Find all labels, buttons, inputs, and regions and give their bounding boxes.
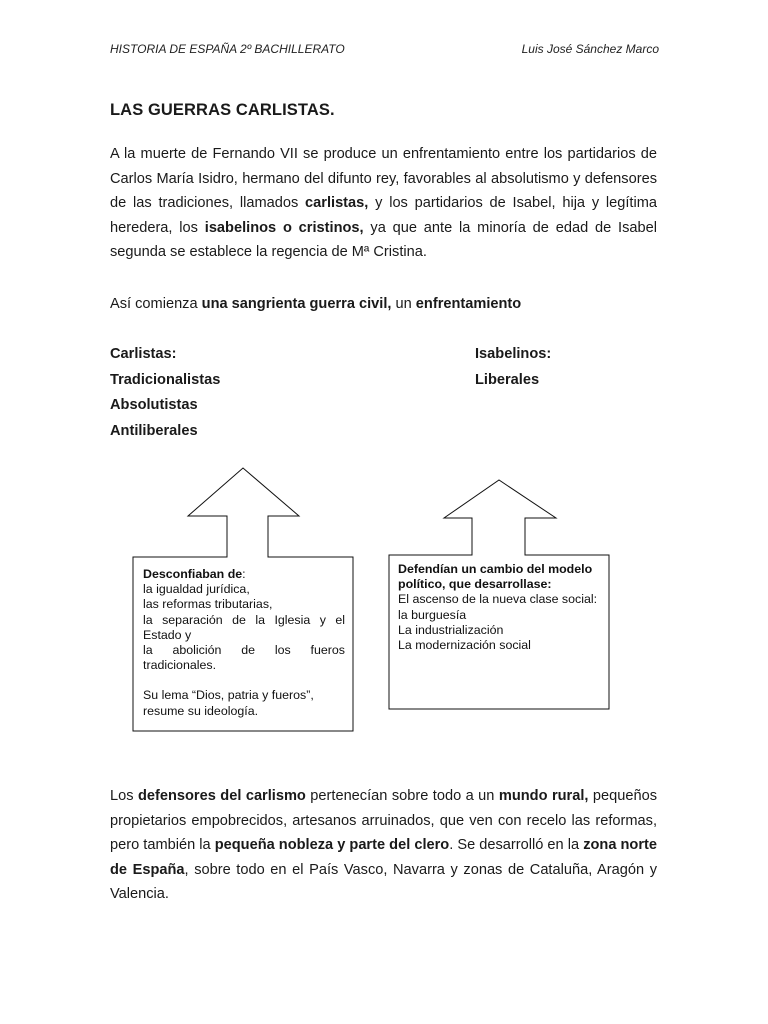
text-run: . Se desarrolló en la (449, 837, 584, 854)
bold-mundo-rural: mundo rural, (498, 788, 589, 804)
text-run: Los (110, 788, 138, 804)
header-course: HISTORIA DE ESPAÑA 2º BACHILLERATO (110, 42, 345, 56)
box-left-line: las reformas tributarias, (143, 597, 273, 612)
isabelinos-heading: Isabelinos: (475, 346, 552, 362)
bold-carlistas: carlistas, (305, 195, 369, 212)
box-left-heading (143, 567, 345, 582)
carlistas-item: Absolutistas (110, 397, 198, 413)
carlistas-item: Tradicionalistas (110, 371, 221, 388)
isabelinos-item: Liberales (475, 371, 540, 388)
box-right-line: La modernización social (398, 638, 531, 653)
carlistas-box (143, 567, 345, 719)
box-left-motto: Su lema “Dios, patria y fueros”, resume su ideología. (143, 688, 314, 718)
carlism-supporters-paragraph (110, 784, 657, 907)
page-title: LAS GUERRAS CARLISTAS. (110, 101, 335, 119)
text-run: pequeños propietarios empobrecidos, artesanos arruinados, que ven con recelo las reformas, pero también la (110, 788, 658, 854)
bold-defensores: defensores del carlismo (137, 788, 306, 804)
isabelinos-box (398, 562, 598, 653)
text-run: y los partidarios de Isabel, hija y legítima heredera, los (110, 195, 658, 236)
box-left-line: la igualdad jurídica, (143, 582, 250, 597)
box-left-line: la separación de la Iglesia y el Estado y (143, 612, 345, 642)
bold-enfrentamiento: enfrentamiento (415, 296, 522, 312)
spacer (143, 673, 345, 688)
box-left-colon: : (242, 567, 246, 581)
box-right-heading-text: Defendían un cambio del modelo político, que desarrollase: (398, 562, 593, 592)
box-right-heading (398, 562, 598, 592)
text-run: Así comienza (110, 296, 202, 312)
carlistas-item: Antiliberales (110, 422, 198, 439)
box-left-heading-text: Desconfiaban de (143, 567, 243, 581)
text-run: pertenecían sobre todo a un (305, 788, 499, 804)
carlistas-heading: Carlistas: (110, 346, 177, 362)
bold-civil-war: una sangrienta guerra civil, (201, 296, 392, 312)
box-right-line: La industrialización (398, 622, 504, 637)
text-run: un (391, 296, 416, 312)
header-author: Luis José Sánchez Marco (521, 42, 659, 56)
bold-zona-norte: zona norte de España (110, 837, 657, 878)
text-run: ya que ante la minoría de edad de Isabel segunda se establece la regencia de Mª Cristina. (110, 219, 657, 261)
bold-isabelinos: isabelinos o cristinos, (204, 219, 364, 236)
text-run: A la muerte de Fernando VII se produce un enfrentamiento entre los partidarios de Carlos María Isidro, hermano del difunto rey, favorables al absolutismo y defensores de las tradiciones, llamados (110, 146, 657, 212)
text-run: , sobre todo en el País Vasco, Navarra y zonas de Cataluña, Aragón y Valencia. (110, 861, 657, 903)
bold-nobleza-clero: pequeña nobleza y parte del clero (214, 837, 450, 854)
box-right-line: El ascenso de la nueva clase social: la burguesía (398, 592, 598, 622)
box-left-line: la abolición de los fueros tradicionales. (143, 643, 345, 673)
